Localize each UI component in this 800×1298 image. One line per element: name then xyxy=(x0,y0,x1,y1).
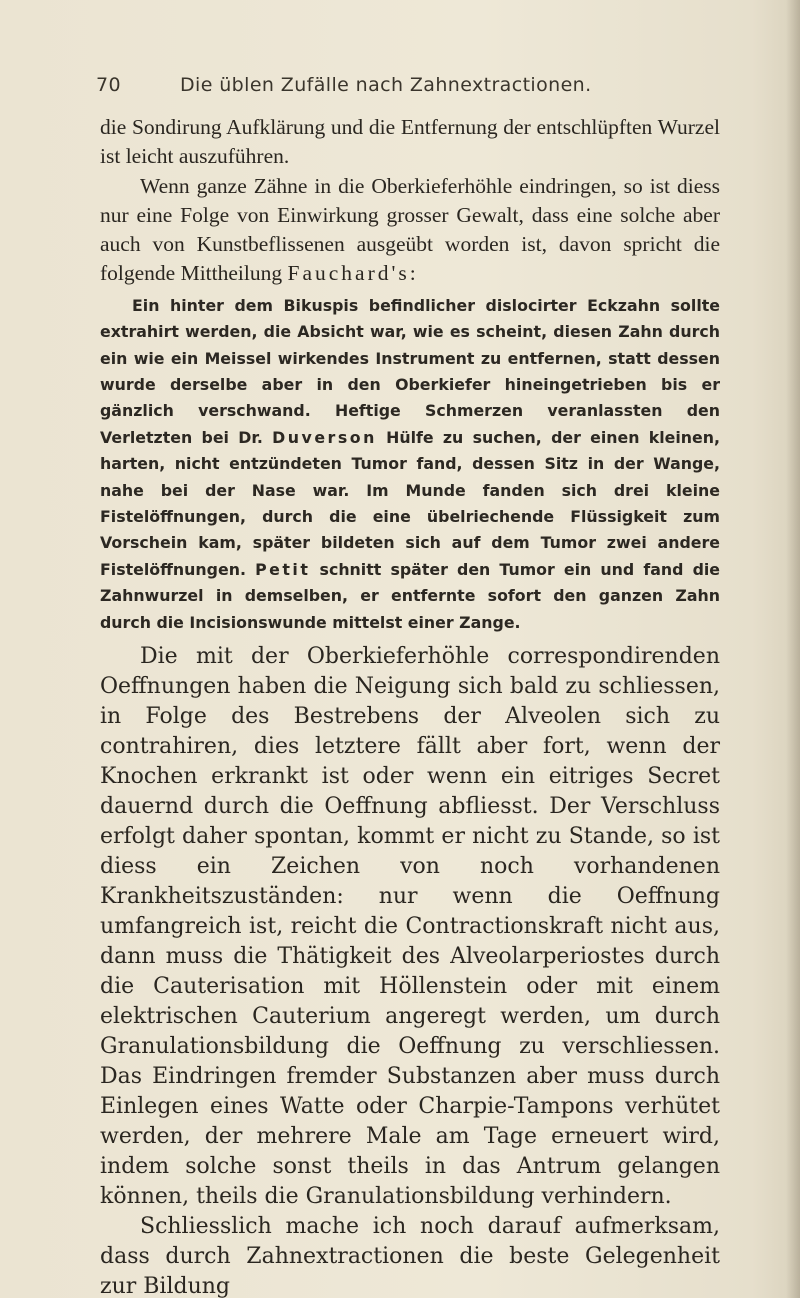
paragraph-3: Die mit der Oberkieferhöhle correspondirenden Oeffnungen haben die Neigung sich bald zu schliessen, in Folge des Bestrebens der Alveolen sich zu contrahiren, dies letztere fällt aber fort, wenn der Knochen erkrankt ist oder wenn ein eitriges Secret dauernd durch die Oeffnung abfliesst. Der Verschluss erfolgt daher spontan, kommt er nicht zu Stande, so ist diess ein Zeichen von noch vorhandenen Krankheitszuständen: nur wenn die Oeffnung umfangreich ist, reicht die Contractionskraft nicht aus, dann muss die Thätigkeit des Alveolarperiostes durch die Cauterisation mit Höllenstein oder mit einem elektrischen Cauterium angeregt werden, um durch Granulationsbildung die Oeffnung zu verschliessen. Das Eindringen fremder Substanzen aber muss durch Einlegen eines Watte oder Charpie-Tampons verhütet werden, der mehrere Male am Tage erneuert wird, indem solche sonst theils in das Antrum gelangen können, theils die Granulationsbildung verhindern. xyxy=(100,644,720,1210)
paragraph-2-text: Wenn ganze Zähne in die Oberkieferhöhle eindringen, so ist diess nur eine Folge von Einwirkung grosser Gewalt, dass eine solche aber auch von Kunstbeflissenen ausgeübt worden ist, davon spricht die folgende Mittheilung xyxy=(100,173,720,286)
paragraph-4: Schliesslich mache ich noch darauf aufmerksam, dass durch Zahnextractionen die beste Gelegenheit zur Bildung xyxy=(100,1214,720,1298)
body-text xyxy=(100,113,720,1298)
quoted-case-report xyxy=(100,293,720,636)
paragraph-2-colon: : xyxy=(409,261,416,286)
name-petit: Petit xyxy=(255,559,311,579)
quote-text-2: Hülfe zu suchen, der einen kleinen, harten, nicht entzündeten Tumor fand, dessen Sitz in der Wange, nahe bei der Nase war. Im Munde fanden sich drei kleine Fistelöffnungen, durch die eine übelriechende Flüssigkeit zum Vorschein kam, später bildeten sich auf dem Tumor zwei andere Fistelöffnungen. xyxy=(100,427,721,579)
author-name-fauchard: Fauchard's xyxy=(287,261,410,286)
quote-text-3: schnitt später den Tumor ein und fand die Zahnwurzel in demselben, er entfernte sofort den ganzen Zahn durch die Incisionswunde mittelst einer Zange. xyxy=(100,559,721,632)
page-edge-shadow xyxy=(786,0,800,1298)
page-number: 70 xyxy=(96,74,121,96)
running-title: Die üblen Zufälle nach Zahnextractionen. xyxy=(180,74,592,96)
running-head xyxy=(0,74,800,104)
quote-text-1: Ein hinter dem Bikuspis befindlicher dislocirter Eckzahn sollte extrahirt werden, die Absicht war, wie es scheint, diesen Zahn durch ein wie ein Meissel wirkendes Instrument zu entfernen, statt dessen wurde derselbe aber in den Oberkiefer hineingetrieben bis er gänzlich verschwand. Heftige Schmerzen veranlassten den Verletzten bei Dr. xyxy=(100,295,720,447)
paragraph-2 xyxy=(100,172,720,289)
paragraph-1: die Sondirung Aufklärung und die Entfernung der entschlüpften Wurzel ist leicht auszuführen. xyxy=(100,115,720,169)
name-duverson: Duverson xyxy=(272,427,377,447)
